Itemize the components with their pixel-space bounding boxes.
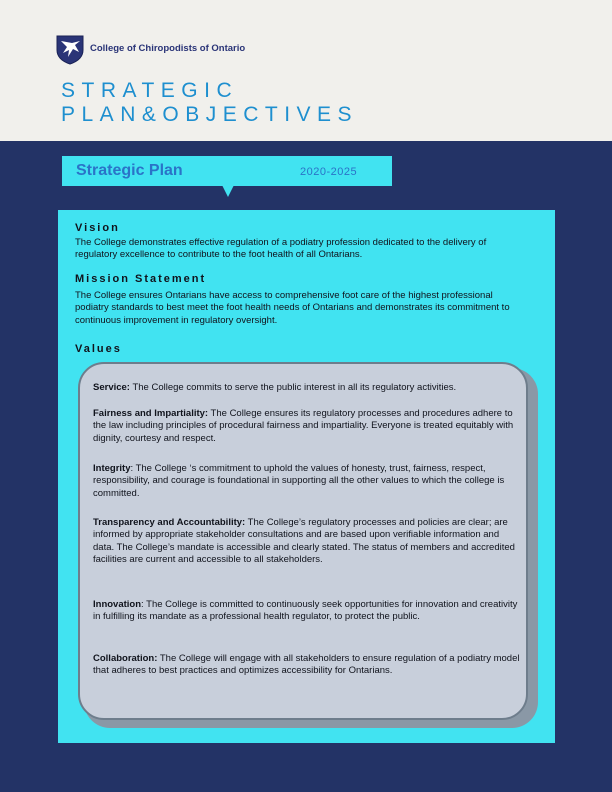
mission-text: The College ensures Ontarians have access to comprehensive foot care of the highest professional podiatry standards to best meet the foot health needs of Ontarians and demonstrates its commitment to continuous improvement in regulatory oversight. (75, 290, 510, 326)
value-fairness (93, 408, 521, 445)
value-transparency (93, 517, 521, 566)
value-text: The College commits to serve the public interest in all its regulatory activities. (129, 382, 457, 393)
vision-text: The College demonstrates effective regulation of a podiatry profession dedicated to the delivery of regulatory excellence to contribute to the foot health of all Ontarians. (75, 237, 487, 261)
vision-heading: Vision (75, 222, 120, 234)
page-title-line-1: STRATEGIC (61, 79, 239, 102)
value-label: Transparency and Accountability: (93, 517, 246, 528)
value-innovation (93, 599, 521, 624)
banner-title: Strategic Plan (76, 162, 183, 179)
value-label: Collaboration: (93, 653, 158, 664)
college-crest-icon (54, 33, 86, 65)
banner-pointer (222, 185, 234, 197)
value-label: Service: (93, 382, 130, 393)
value-text: : The College is committed to continuously seek opportunities for innovation and creativity in fulfilling its mandate as a professional health regulator, to protect the public. (93, 599, 518, 623)
banner-years: 2020-2025 (300, 166, 358, 178)
mission-heading: Mission Statement (75, 273, 207, 285)
value-service (93, 382, 521, 394)
page-title-line-2: PLAN&OBJECTIVES (61, 103, 359, 126)
value-label: Innovation (93, 599, 142, 610)
value-text: The College will engage with all stakeholders to ensure regulation of a podiatry model that adheres to best practices and optimizes accessibility for Ontarians. (93, 653, 520, 677)
values-heading: Values (75, 343, 122, 355)
value-integrity (93, 463, 521, 500)
value-text: The College ensures its regulatory processes and procedures adhere to the law including principles of procedural fairness and impartiality. Everyone is treated equitably with dignity, courtesy and respect. (93, 408, 514, 444)
organization-name: College of Chiropodists of Ontario (90, 43, 246, 54)
value-text: : The College ‘s commitment to uphold the values of honesty, trust, fairness, respect, responsibility, and courage is foundational in supporting all the other values to which the college is committed. (93, 463, 505, 499)
value-label: Fairness and Impartiality: (93, 408, 209, 419)
value-collaboration (93, 653, 521, 678)
value-label: Integrity (93, 463, 131, 474)
value-text: The College’s regulatory processes and policies are clear; are informed by appropriate stakeholder consultations and are based upon verifiable information and data. The College’s mandate is accessible and clearly stated. The status of members and accredited facilities are current and accessible to all stakeholders. (93, 517, 515, 565)
